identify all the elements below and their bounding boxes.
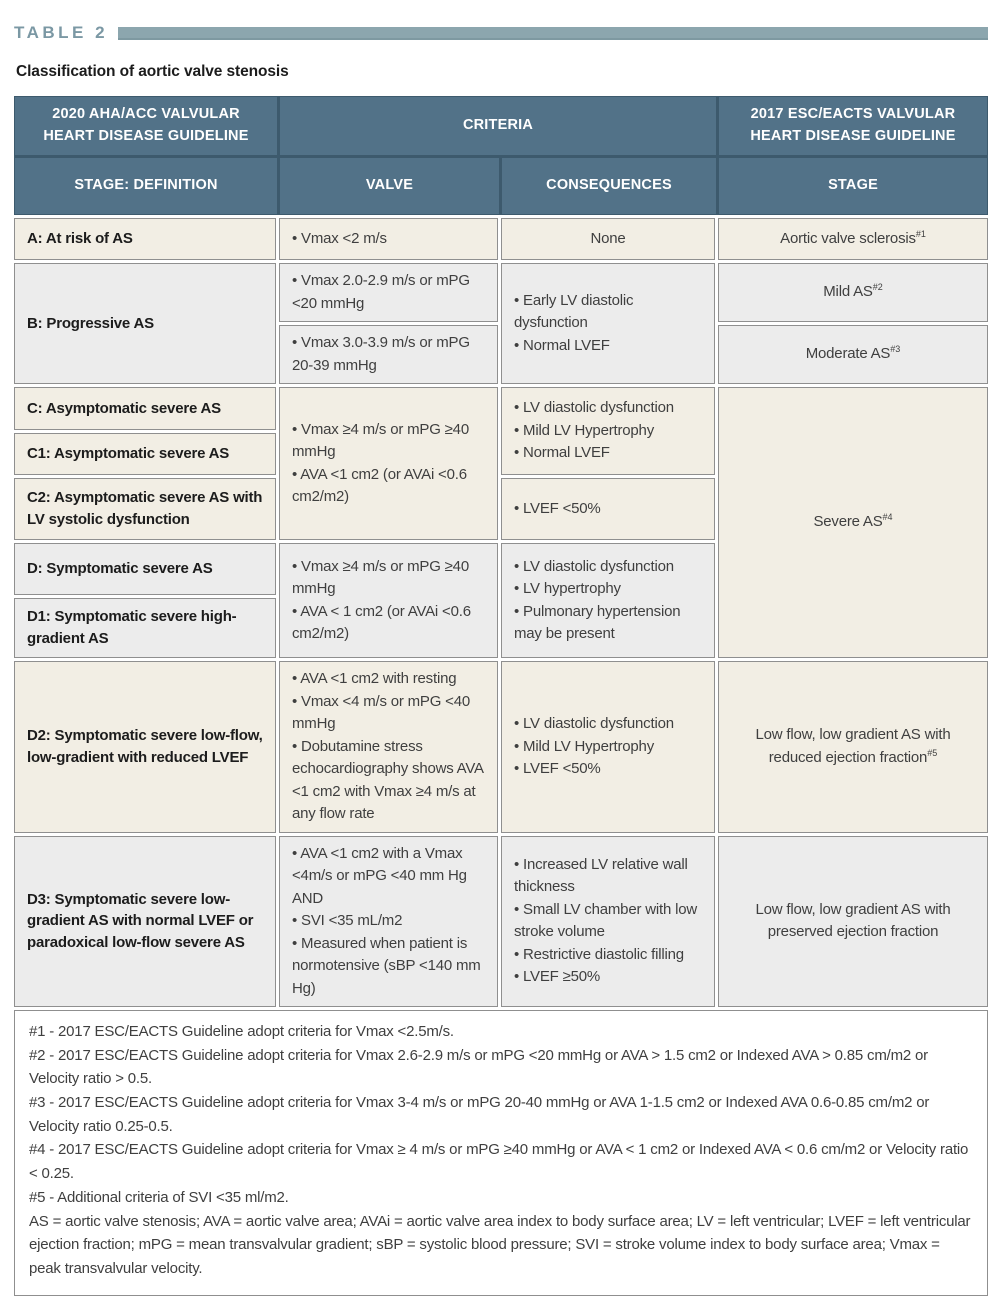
bullet-item: • AVA <1 cm2 with resting <box>292 670 457 687</box>
cell-d-consequences <box>501 543 715 658</box>
header-stage-definition: STAGE: DEFINITION <box>15 158 277 214</box>
header-criteria: CRITERIA <box>280 97 716 155</box>
bullet-item: • Vmax 2.0-2.9 m/s or mPG <20 mmHg <box>292 272 470 312</box>
footnote-3: #3 - 2017 ESC/EACTS Guideline adopt criteria for Vmax 3-4 m/s or mPG 20-40 mmHg or AVA 1-1.5 cm2 or Indexed AVA 0.6-0.85 cm/m2 or Velocity ratio 0.25-0.5. <box>29 1094 930 1135</box>
footnote-marker: #4 <box>882 512 893 523</box>
bullet-item: • AVA <1 cm2 with a Vmax <4m/s or mPG <40 mm Hg AND <box>292 844 467 907</box>
cell-d3-esc-stage <box>718 836 988 1008</box>
cell-c-c1-consequences <box>501 387 715 475</box>
bullet-item: • Mild LV Hypertrophy <box>514 421 654 439</box>
table-header <box>14 96 988 215</box>
table-body <box>14 218 988 1296</box>
footnote-4: #4 - 2017 ESC/EACTS Guideline adopt criteria for Vmax ≥ 4 m/s or mPG ≥40 mmHg or AVA < 1 cm2 or Indexed AVA < 0.6 cm/m2 or Velocity ratio < 0.25. <box>29 1141 969 1183</box>
classification-table <box>14 96 988 1296</box>
esc-stage-text: Severe AS <box>813 513 883 531</box>
header-stage: STAGE <box>719 158 987 214</box>
cell-a-consequences: None <box>501 218 715 260</box>
bullet-item: • Mild LV Hypertrophy <box>514 737 654 755</box>
bullet-item: • Measured when patient is normotensive (sBP <140 mm Hg) <box>292 934 481 997</box>
table-title: Classification of aortic valve stenosis <box>16 63 289 80</box>
bullet-item: • LV diastolic dysfunction <box>514 557 674 575</box>
cell-d3-valve <box>279 836 498 1008</box>
cell-b-esc-moderate <box>718 325 988 384</box>
cell-d3-consequences <box>501 836 715 1008</box>
bullet-item: • SVI <35 mL/m2 <box>292 912 403 929</box>
cell-b-valve-1 <box>279 263 498 322</box>
footnote-marker: #2 <box>872 282 883 293</box>
bullet-item: • Vmax ≥4 m/s or mPG ≥40 mmHg <box>292 557 469 597</box>
header-consequences: CONSEQUENCES <box>502 158 716 214</box>
esc-stage-text: Low flow, low gradient AS with preserved ejection fraction <box>755 900 951 941</box>
cell-d1-stage: D1: Symptomatic severe high-gradient AS <box>14 598 276 658</box>
bullet-item: • Pulmonary hypertension may be present <box>514 602 681 642</box>
header-2020-guideline: 2020 AHA/ACC VALVULAR HEART DISEASE GUIDELINE <box>15 97 277 155</box>
table-kicker-row <box>14 20 988 46</box>
bullet-item: • Normal LVEF <box>514 444 610 462</box>
footnote-marker: #5 <box>927 747 938 758</box>
cell-c1-stage: C1: Asymptomatic severe AS <box>14 433 276 475</box>
cell-c2-consequences <box>501 478 715 540</box>
footnote-1: #1 - 2017 ESC/EACTS Guideline adopt criteria for Vmax <2.5m/s. <box>29 1023 454 1040</box>
cell-d2-stage: D2: Symptomatic severe low-flow, low-gradient with reduced LVEF <box>14 661 276 833</box>
cell-a-esc-stage <box>718 218 988 260</box>
footnote-2: #2 - 2017 ESC/EACTS Guideline adopt criteria for Vmax 2.6-2.9 m/s or mPG <20 mmHg or AVA > 1.5 cm2 or Indexed AVA > 0.85 cm/m2 or Velocity ratio > 0.5. <box>29 1046 928 1088</box>
bullet-item: • Vmax <4 m/s or mPG <40 mmHg <box>292 692 471 732</box>
cell-d2-valve <box>279 661 498 833</box>
esc-stage-text: Moderate AS <box>805 345 891 363</box>
cell-d3-stage: D3: Symptomatic severe low-gradient AS with normal LVEF or paradoxical low-flow severe AS <box>14 836 276 1008</box>
cell-c-valve <box>279 387 498 540</box>
footnotes-section <box>14 1010 988 1296</box>
cell-severe-esc-stage <box>718 387 988 658</box>
esc-stage-text: Aortic valve sclerosis <box>780 229 916 247</box>
cell-d2-consequences <box>501 661 715 833</box>
cell-a-valve <box>279 218 498 260</box>
cell-d-valve <box>279 543 498 658</box>
bullet-item: • LV diastolic dysfunction <box>514 715 674 732</box>
cell-b-esc-mild <box>718 263 988 322</box>
kicker-bar <box>118 27 988 40</box>
cell-d2-esc-stage <box>718 661 988 833</box>
bullet-item: • Increased LV relative wall thickness <box>514 855 688 896</box>
bullet-item: • Vmax <2 m/s <box>292 229 387 247</box>
footnote-5: #5 - Additional criteria of SVI <35 ml/m2. <box>29 1188 289 1206</box>
bullet-item: • LVEF ≥50% <box>514 968 601 986</box>
cell-b-valve-2 <box>279 325 498 384</box>
bullet-item: • Vmax 3.0-3.9 m/s or mPG 20-39 mmHg <box>292 334 470 374</box>
abbreviations: AS = aortic valve stenosis; AVA = aortic valve area; AVAi = aortic valve area index to body surface area; LV = left ventricular; LVEF = left ventricular ejection fraction; mPG = mean transvalvular gradient; sBP = systolic blood pressure; SVI = stroke volume index to body surface area; Vmax = peak transvalvular velocity. <box>29 1212 971 1277</box>
header-2017-guideline: 2017 ESC/EACTS VALVULAR HEART DISEASE GUIDELINE <box>719 97 987 155</box>
bullet-item: • LV hypertrophy <box>514 580 621 597</box>
bullet-item: • Early LV diastolic dysfunction <box>514 291 634 332</box>
table-label: TABLE 2 <box>14 23 109 42</box>
header-valve: VALVE <box>280 158 499 214</box>
bullet-item: • Restrictive diastolic filling <box>514 945 684 963</box>
bullet-item: • LVEF <50% <box>514 760 601 777</box>
cell-c-stage: C: Asymptomatic severe AS <box>14 387 276 430</box>
bullet-item: • AVA < 1 cm2 (or AVAi <0.6 cm2/m2) <box>292 602 471 642</box>
cell-a-stage: A: At risk of AS <box>14 218 276 260</box>
bullet-item: • Small LV chamber with low stroke volume <box>514 900 697 941</box>
bullet-item: • LVEF <50% <box>514 499 601 517</box>
footnote-marker: #3 <box>890 344 901 355</box>
cell-b-consequences <box>501 263 715 384</box>
bullet-item: • Dobutamine stress echocardiography shows AVA <1 cm2 with Vmax ≥4 m/s at any flow rate <box>292 737 484 822</box>
cell-d-stage: D: Symptomatic severe AS <box>14 543 276 595</box>
bullet-item: • Normal LVEF <box>514 336 610 354</box>
bullet-item: • AVA <1 cm2 (or AVAi <0.6 cm2/m2) <box>292 465 467 505</box>
esc-stage-text: Mild AS <box>823 283 873 301</box>
footnote-marker: #1 <box>915 228 926 239</box>
esc-stage-text: Low flow, low gradient AS with reduced ejection fraction <box>755 726 951 766</box>
bullet-item: • LV diastolic dysfunction <box>514 399 674 417</box>
cell-c2-stage: C2: Asymptomatic severe AS with LV systolic dysfunction <box>14 478 276 540</box>
cell-b-stage: B: Progressive AS <box>14 263 276 384</box>
bullet-item: • Vmax ≥4 m/s or mPG ≥40 mmHg <box>292 420 469 460</box>
